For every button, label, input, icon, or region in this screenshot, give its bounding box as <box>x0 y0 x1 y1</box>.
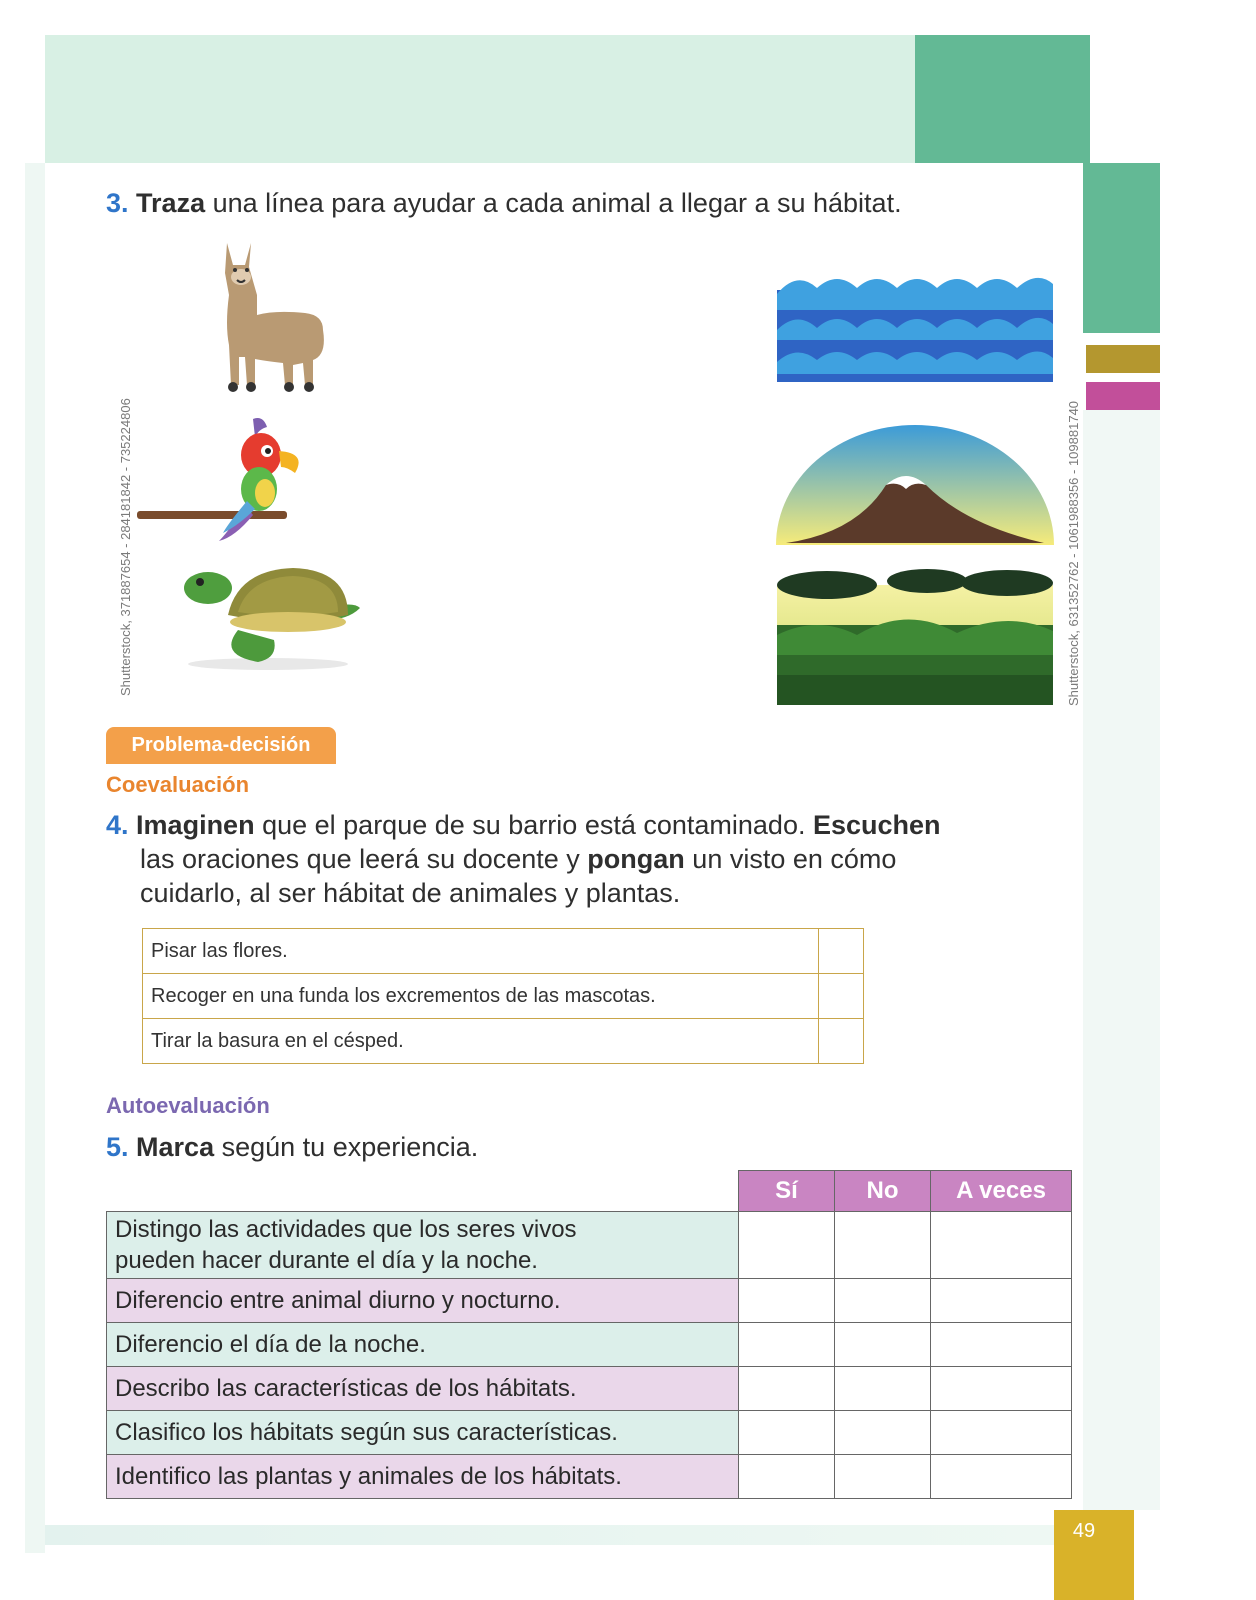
yes-checkbox[interactable] <box>739 1279 835 1323</box>
header-no: No <box>835 1171 931 1212</box>
pink-stripe <box>1086 382 1160 410</box>
statement-cell: Diferencio el día de la noche. <box>107 1323 739 1367</box>
image-credit-left: Shutterstock, 371887654 - 284181842 - 735224806 <box>118 398 133 696</box>
table-row <box>107 1323 1072 1367</box>
question-4-text-2: las oraciones que leerá su docente y <box>140 844 580 874</box>
yes-checkbox[interactable] <box>739 1323 835 1367</box>
sea-habitat-image[interactable] <box>777 270 1053 382</box>
table-row <box>107 1411 1072 1455</box>
no-checkbox[interactable] <box>835 1367 931 1411</box>
question-4-verb-pongan: pongan <box>587 844 685 874</box>
table-row <box>107 1279 1072 1323</box>
sometimes-checkbox[interactable] <box>931 1279 1072 1323</box>
no-checkbox[interactable] <box>835 1212 931 1279</box>
jungle-habitat-image[interactable] <box>777 565 1053 705</box>
statement-line-1: Distingo las actividades que los seres vivos <box>115 1216 577 1243</box>
olive-stripe <box>1086 345 1160 373</box>
sometimes-checkbox[interactable] <box>931 1212 1072 1279</box>
page-number: 49 <box>1072 1520 1096 1542</box>
question-4-line-2 <box>140 842 896 876</box>
table-row <box>107 1455 1072 1499</box>
statement-cell: Tirar la basura en el césped. <box>143 1019 819 1064</box>
statement-cell: Clasifico los hábitats según sus características. <box>107 1411 739 1455</box>
question-4-text-3: un visto en cómo <box>692 844 897 874</box>
self-evaluation-heading: Autoevaluación <box>106 1093 270 1118</box>
header-sometimes: A veces <box>931 1171 1072 1212</box>
sometimes-checkbox[interactable] <box>931 1455 1072 1499</box>
question-5 <box>106 1130 478 1164</box>
mountain-habitat-image[interactable] <box>776 425 1054 545</box>
table-row <box>143 1019 864 1064</box>
no-checkbox[interactable] <box>835 1279 931 1323</box>
parrot-image[interactable] <box>135 415 315 545</box>
no-checkbox[interactable] <box>835 1411 931 1455</box>
yes-checkbox[interactable] <box>739 1212 835 1279</box>
question-4-line-1 <box>106 808 941 842</box>
yes-checkbox[interactable] <box>739 1411 835 1455</box>
question-4-table <box>142 928 864 1064</box>
blank-header <box>107 1171 739 1212</box>
statement-cell: Recoger en una funda los excrementos de las mascotas. <box>143 974 819 1019</box>
sometimes-checkbox[interactable] <box>931 1323 1072 1367</box>
question-5-number: 5. <box>106 1132 129 1162</box>
turtle-image[interactable] <box>178 560 368 675</box>
table-header-row <box>107 1171 1072 1212</box>
header-corner-block <box>915 35 1090 163</box>
no-checkbox[interactable] <box>835 1455 931 1499</box>
no-checkbox[interactable] <box>835 1323 931 1367</box>
statement-cell: Identifico las plantas y animales de los hábitats. <box>107 1455 739 1499</box>
statement-cell: Pisar las flores. <box>143 929 819 974</box>
question-4-verb-imaginen: Imaginen <box>136 810 255 840</box>
question-5-text: según tu experiencia. <box>221 1132 479 1162</box>
question-3 <box>106 186 902 220</box>
sometimes-checkbox[interactable] <box>931 1411 1072 1455</box>
table-row <box>143 974 864 1019</box>
llama-image[interactable] <box>205 235 335 405</box>
question-4-verb-escuchen: Escuchen <box>812 810 941 840</box>
question-4-text-1: que el parque de su barrio está contaminado. <box>262 810 806 840</box>
question-3-number: 3. <box>106 188 129 218</box>
header-yes: Sí <box>739 1171 835 1212</box>
problem-decision-badge: Problema-decisión <box>106 727 336 764</box>
yes-checkbox[interactable] <box>739 1367 835 1411</box>
statement-line-2: pueden hacer durante el día y la noche. <box>115 1247 538 1274</box>
statement-cell: Diferencio entre animal diurno y nocturno. <box>107 1279 739 1323</box>
footer-band <box>45 1525 1055 1545</box>
question-3-text: una línea para ayudar a cada animal a llegar a su hábitat. <box>212 188 902 218</box>
right-margin <box>1083 410 1160 1510</box>
question-3-verb: Traza <box>136 188 206 218</box>
coevaluation-heading: Coevaluación <box>106 772 250 797</box>
yes-checkbox[interactable] <box>739 1455 835 1499</box>
question-5-verb: Marca <box>136 1132 215 1162</box>
image-credit-right: Shutterstock, 631352762 - 1061988356 - 109881740 <box>1066 400 1081 706</box>
table-row <box>143 929 864 974</box>
table-row <box>107 1212 1072 1279</box>
checkmark-box[interactable] <box>819 1019 864 1064</box>
checkmark-box[interactable] <box>819 929 864 974</box>
self-evaluation-table <box>106 1170 1072 1499</box>
header-band <box>45 35 915 163</box>
checkmark-box[interactable] <box>819 974 864 1019</box>
question-4-line-3: cuidarlo, al ser hábitat de animales y plantas. <box>140 878 681 908</box>
statement-cell: Describo las características de los hábitats. <box>107 1367 739 1411</box>
question-4-number: 4. <box>106 810 129 840</box>
table-row <box>107 1367 1072 1411</box>
sometimes-checkbox[interactable] <box>931 1367 1072 1411</box>
left-margin <box>25 163 45 1553</box>
statement-cell <box>107 1212 739 1279</box>
right-edge-panel <box>1083 163 1160 333</box>
